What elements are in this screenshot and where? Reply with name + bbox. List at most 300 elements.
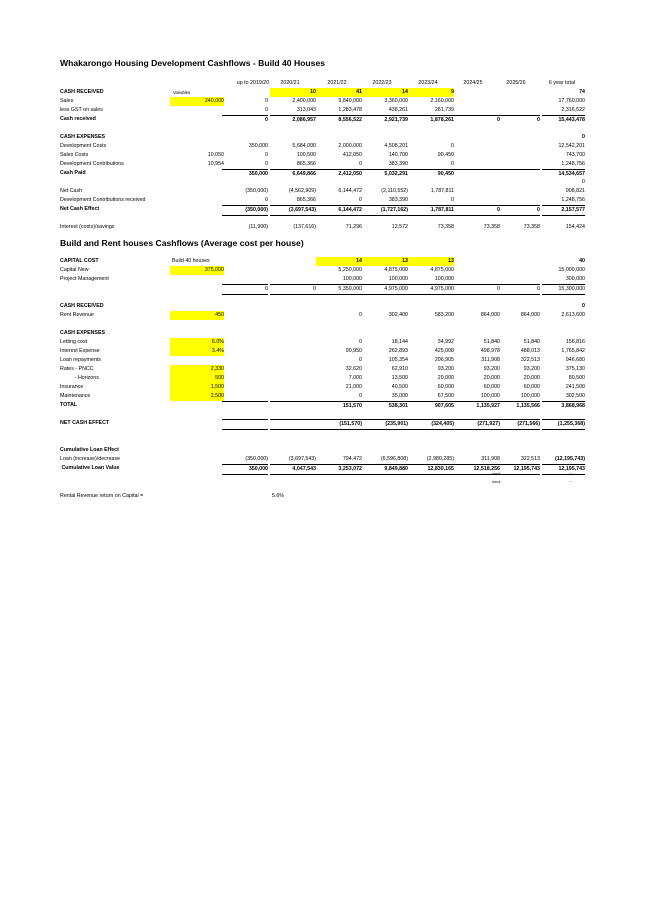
- table-row: [60, 151, 585, 160]
- value-cell: (3,697,543): [288, 456, 316, 462]
- value-cell: [500, 178, 540, 187]
- table-row: [60, 383, 585, 392]
- value-cell: 20,000: [483, 375, 500, 381]
- value-cell: [222, 124, 268, 133]
- value-cell: [362, 410, 408, 419]
- value-cell: [542, 124, 585, 133]
- value-cell: 12,195,743: [500, 464, 540, 475]
- value-cell: [222, 347, 268, 356]
- value-cell: 154,424: [565, 224, 585, 230]
- value-cell: 20,000: [437, 375, 454, 381]
- row-label: Maintenance: [60, 393, 91, 399]
- table-row: [60, 293, 585, 302]
- value-cell: 51,840: [483, 339, 500, 345]
- value-cell: [222, 320, 268, 329]
- row-label: Sales: [60, 98, 74, 104]
- value-cell: 93,200: [523, 366, 540, 372]
- value-cell: 0: [359, 312, 362, 318]
- row-label: - Horizons: [60, 375, 99, 381]
- value-cell: 0: [454, 205, 500, 216]
- value-cell: 12,518,256: [454, 464, 500, 475]
- value-cell: 0: [265, 197, 268, 203]
- value-cell: [542, 320, 585, 329]
- value-cell: [362, 124, 408, 133]
- table-row: [60, 302, 585, 311]
- value-cell: 1,248,756: [561, 161, 585, 167]
- row-label: Cumulative Loan Value: [60, 465, 120, 471]
- value-cell: [222, 178, 268, 187]
- column-header: 2020/21: [280, 80, 300, 86]
- value-cell: 322,513: [520, 456, 540, 462]
- value-cell: 4,975,000: [362, 284, 408, 295]
- value-cell: 2,160,000: [430, 98, 454, 104]
- value-cell: [222, 338, 268, 347]
- value-cell: [454, 196, 500, 205]
- table-row: [60, 338, 585, 347]
- value-cell: [362, 214, 408, 223]
- value-cell: 15,443,478: [542, 115, 585, 125]
- value-cell: [454, 410, 500, 419]
- value-cell: [270, 374, 316, 383]
- value-cell: [408, 410, 454, 419]
- table-row: [60, 374, 585, 383]
- value-cell: [316, 446, 362, 455]
- value-cell: 0: [582, 303, 585, 309]
- value-cell: 0: [359, 357, 362, 363]
- value-cell: 100,000: [388, 276, 408, 282]
- table-row: [60, 419, 585, 428]
- value-cell: 10: [270, 88, 316, 97]
- value-cell: [454, 329, 500, 338]
- value-cell: [454, 275, 500, 284]
- column-header: 2022/23: [372, 80, 392, 86]
- value-cell: [362, 293, 408, 302]
- value-cell: [362, 437, 408, 446]
- value-cell: [316, 293, 362, 302]
- row-label: Rates - PNCC: [60, 366, 94, 372]
- value-cell: 1,283,478: [338, 107, 362, 113]
- value-cell: [270, 293, 316, 302]
- value-cell: (235,901): [362, 419, 408, 430]
- value-cell: 0: [359, 339, 362, 345]
- value-cell: 40,500: [391, 384, 408, 390]
- value-cell: [542, 214, 585, 223]
- variable-cell: 1,500: [170, 383, 224, 392]
- value-cell: 2,157,577: [542, 205, 585, 216]
- value-cell: 498,978: [480, 348, 500, 354]
- value-cell: 0: [451, 161, 454, 167]
- value-cell: 67,500: [437, 393, 454, 399]
- value-cell: 9,849,880: [362, 464, 408, 475]
- row-label: less GST on sales: [60, 107, 103, 113]
- value-cell: 0: [582, 134, 585, 140]
- value-cell: 311,908: [481, 357, 500, 363]
- value-cell: 1,248,756: [561, 197, 585, 203]
- table-row: [60, 142, 585, 151]
- value-cell: 51,840: [523, 339, 540, 345]
- value-cell: [500, 160, 540, 169]
- row-label: Sales Costs: [60, 152, 89, 158]
- value-cell: [454, 446, 500, 455]
- value-cell: 34,992: [437, 339, 454, 345]
- value-cell: 262,893: [388, 348, 408, 354]
- value-cell: 93,200: [437, 366, 454, 372]
- value-cell: 60,000: [437, 384, 454, 390]
- value-cell: [542, 428, 585, 437]
- value-cell: 350,000: [222, 464, 268, 475]
- value-cell: [500, 446, 540, 455]
- row-label: Cumulative Loan Effect: [60, 447, 119, 453]
- column-header: up to 2019/20: [236, 80, 270, 86]
- value-cell: [500, 151, 540, 160]
- value-cell: [362, 320, 408, 329]
- value-cell: 1,787,811: [430, 188, 454, 194]
- table-row: [60, 428, 585, 437]
- row-label: CASH EXPENSES: [60, 134, 106, 140]
- value-cell: [454, 214, 500, 223]
- value-cell: 105,354: [388, 357, 408, 363]
- value-cell: 0: [500, 115, 540, 125]
- value-cell: [542, 446, 585, 455]
- value-cell: [500, 106, 540, 115]
- value-cell: 0: [500, 284, 540, 295]
- value-cell: [270, 365, 316, 374]
- value-cell: 583,200: [434, 312, 454, 318]
- value-cell: [270, 428, 316, 437]
- section1-title: Whakarongo Housing Development Cashflows - Build 40 Houses: [60, 58, 326, 68]
- value-cell: 1,787,811: [408, 205, 454, 216]
- value-cell: [222, 410, 268, 419]
- value-cell: [222, 214, 268, 223]
- row-label: Loan (increase)/decrease: [60, 456, 121, 462]
- table-row: [60, 187, 585, 196]
- value-cell: [408, 302, 454, 311]
- value-cell: 14: [362, 88, 408, 97]
- row-label: Net Cash: [60, 188, 83, 194]
- value-cell: 0: [359, 161, 362, 167]
- value-cell: (3,697,543): [270, 205, 316, 216]
- value-cell: [500, 329, 540, 338]
- table-row: [60, 160, 585, 169]
- value-cell: [270, 266, 316, 275]
- row-label: Letting cost: [60, 339, 88, 345]
- value-cell: 73,358: [437, 224, 454, 230]
- value-cell: 1,135,927: [454, 401, 500, 411]
- value-cell: [222, 257, 268, 266]
- value-cell: 6,144,472: [338, 188, 362, 194]
- value-cell: [408, 124, 454, 133]
- table-row: [60, 347, 585, 356]
- value-cell: 241,500: [565, 384, 585, 390]
- value-cell: 60,000: [483, 384, 500, 390]
- variable-cell: 10,050: [207, 152, 224, 158]
- value-cell: 2,000,000: [338, 143, 362, 149]
- rental-return-row: [60, 492, 284, 501]
- value-cell: (12,195,743): [554, 456, 585, 462]
- value-cell: [454, 106, 500, 115]
- value-cell: 6,144,472: [316, 205, 362, 216]
- value-cell: [270, 347, 316, 356]
- value-cell: 946,680: [565, 357, 585, 363]
- rental-return-value: 5.6%: [271, 493, 284, 499]
- table-row: [60, 266, 585, 275]
- value-cell: [408, 428, 454, 437]
- value-cell: 322,513: [520, 357, 540, 363]
- value-cell: [542, 293, 585, 302]
- value-cell: [454, 88, 500, 97]
- value-cell: 908,821: [565, 188, 585, 194]
- check-label: check: [492, 480, 501, 484]
- value-cell: [222, 383, 268, 392]
- section1-table: [60, 79, 585, 232]
- value-cell: [270, 410, 316, 419]
- value-cell: 100,500: [296, 152, 316, 158]
- value-cell: [454, 124, 500, 133]
- value-cell: [454, 437, 500, 446]
- value-cell: 100,000: [342, 276, 362, 282]
- value-cell: [542, 410, 585, 419]
- value-cell: 488,013: [520, 348, 540, 354]
- value-cell: [408, 320, 454, 329]
- value-cell: 71,296: [345, 224, 362, 230]
- value-cell: (151,570): [316, 419, 362, 430]
- check-mark: -: [570, 471, 572, 477]
- value-cell: (11,900): [248, 224, 268, 230]
- value-cell: [316, 133, 362, 142]
- value-cell: [222, 374, 268, 383]
- table-row: [60, 196, 585, 205]
- value-cell: 73,358: [483, 224, 500, 230]
- value-cell: 302,500: [565, 393, 585, 399]
- value-cell: [222, 133, 268, 142]
- value-cell: 13: [408, 257, 454, 266]
- value-cell: 0: [265, 107, 268, 113]
- value-cell: (350,000): [222, 205, 268, 216]
- value-cell: [270, 257, 316, 266]
- value-cell: 20,000: [523, 375, 540, 381]
- value-cell: 156,816: [565, 339, 585, 345]
- value-cell: (4,562,909): [288, 188, 316, 194]
- table-row: [60, 437, 585, 446]
- value-cell: [270, 392, 316, 401]
- value-cell: 794,472: [342, 456, 362, 462]
- value-cell: [408, 293, 454, 302]
- value-cell: [454, 187, 500, 196]
- row-label: NET CASH EFFECT: [60, 420, 110, 426]
- value-cell: [454, 133, 500, 142]
- value-cell: 32,620: [345, 366, 362, 372]
- value-cell: [316, 410, 362, 419]
- table-row: [60, 392, 585, 401]
- value-cell: [316, 437, 362, 446]
- value-cell: 0: [265, 161, 268, 167]
- value-cell: 313,043: [296, 107, 316, 113]
- value-cell: [270, 133, 316, 142]
- value-cell: [222, 329, 268, 338]
- value-cell: 74: [579, 89, 585, 95]
- value-cell: (137,616): [293, 224, 316, 230]
- rental-return-label: Rental Revenue return on Capital =: [60, 493, 144, 499]
- value-cell: [500, 88, 540, 97]
- value-cell: 0: [359, 197, 362, 203]
- value-cell: [454, 160, 500, 169]
- value-cell: [500, 142, 540, 151]
- value-cell: 15,000,000: [558, 267, 585, 273]
- value-cell: [270, 356, 316, 365]
- value-cell: 0: [451, 197, 454, 203]
- value-cell: 13,500: [391, 375, 408, 381]
- value-cell: [500, 133, 540, 142]
- value-cell: [454, 302, 500, 311]
- value-cell: 151,570: [316, 401, 362, 411]
- value-cell: 412,050: [342, 152, 362, 158]
- value-cell: 375,130: [565, 366, 585, 372]
- value-cell: 13: [362, 257, 408, 266]
- value-cell: [500, 428, 540, 437]
- value-cell: 2,400,000: [292, 98, 316, 104]
- variable-cell: 450: [170, 311, 224, 320]
- variables-label: Variables: [173, 90, 191, 95]
- value-cell: 4,047,543: [270, 464, 316, 475]
- value-cell: [362, 178, 408, 187]
- value-cell: [454, 142, 500, 151]
- value-cell: [408, 329, 454, 338]
- value-cell: [408, 446, 454, 455]
- value-cell: [316, 214, 362, 223]
- value-cell: [500, 302, 540, 311]
- value-cell: (1,255,368): [542, 419, 585, 430]
- value-cell: [500, 214, 540, 223]
- value-cell: [222, 275, 268, 284]
- value-cell: 281,739: [434, 107, 454, 113]
- table-row: [60, 178, 585, 187]
- row-label: Net Cash Effect: [60, 206, 100, 212]
- variable-cell: 3.4%: [170, 347, 224, 356]
- value-cell: 4,508,201: [384, 143, 408, 149]
- value-cell: 15,300,000: [542, 284, 585, 295]
- row-label: Development Contributions received: [60, 197, 146, 203]
- value-cell: 865,366: [296, 161, 316, 167]
- value-cell: 100,000: [520, 393, 540, 399]
- value-cell: [270, 437, 316, 446]
- value-cell: (350,000): [245, 188, 268, 194]
- value-cell: [500, 293, 540, 302]
- value-cell: [454, 428, 500, 437]
- value-cell: 1,878,261: [408, 115, 454, 125]
- value-cell: [222, 392, 268, 401]
- value-cell: [316, 178, 362, 187]
- table-row: [60, 223, 585, 232]
- value-cell: 17,760,000: [558, 98, 585, 104]
- value-cell: [362, 133, 408, 142]
- table-row: [60, 133, 585, 142]
- table-row: [60, 401, 585, 410]
- table-row: [60, 464, 585, 473]
- value-cell: [500, 187, 540, 196]
- value-cell: 865,366: [296, 197, 316, 203]
- value-cell: 743,700: [565, 152, 585, 158]
- variable-cell: 240,000: [170, 97, 224, 106]
- value-cell: 864,000: [480, 312, 500, 318]
- table-row: [60, 257, 585, 266]
- value-cell: [270, 214, 316, 223]
- value-cell: [500, 124, 540, 133]
- value-cell: 90,450: [437, 152, 454, 158]
- value-cell: [222, 437, 268, 446]
- value-cell: 12,195,743: [542, 464, 585, 475]
- value-cell: 383,390: [388, 161, 408, 167]
- value-cell: 4,975,000: [408, 284, 454, 295]
- value-cell: 5,684,000: [292, 143, 316, 149]
- table-row: [60, 88, 585, 97]
- value-cell: 0: [222, 284, 268, 295]
- row-label: Loan repayments: [60, 357, 101, 363]
- value-cell: 8,556,522: [316, 115, 362, 125]
- variable-cell: 6.0%: [170, 338, 224, 347]
- value-cell: 14,534,657: [542, 169, 585, 179]
- value-cell: [542, 329, 585, 338]
- value-cell: 907,605: [408, 401, 454, 411]
- value-cell: [454, 151, 500, 160]
- value-cell: [222, 293, 268, 302]
- value-cell: [270, 446, 316, 455]
- value-cell: 6,649,866: [270, 169, 316, 179]
- value-cell: [270, 338, 316, 347]
- value-cell: 5,350,000: [316, 284, 362, 295]
- value-cell: [222, 356, 268, 365]
- section2-table: [60, 257, 585, 473]
- value-cell: 12,572: [391, 224, 408, 230]
- value-cell: 311,908: [481, 456, 500, 462]
- value-cell: 0: [265, 98, 268, 104]
- value-cell: 3,360,000: [384, 98, 408, 104]
- value-cell: [500, 320, 540, 329]
- table-row: [60, 329, 585, 338]
- value-cell: (1,727,162): [362, 205, 408, 216]
- row-label: Development Contributions: [60, 161, 124, 167]
- table-row: [60, 311, 585, 320]
- value-cell: 90,950: [345, 348, 362, 354]
- value-cell: 93,200: [483, 366, 500, 372]
- value-cell: [500, 266, 540, 275]
- value-cell: [316, 320, 362, 329]
- value-cell: 0: [451, 143, 454, 149]
- value-cell: 18,144: [391, 339, 408, 345]
- value-cell: 1,765,842: [561, 348, 585, 354]
- value-cell: (2,110,552): [381, 188, 408, 194]
- value-cell: 62,910: [391, 366, 408, 372]
- value-cell: 100,000: [480, 393, 500, 399]
- value-cell: 12,542,201: [558, 143, 585, 149]
- value-cell: 2,412,050: [316, 169, 362, 179]
- value-cell: 438,261: [388, 107, 408, 113]
- value-cell: [362, 329, 408, 338]
- value-cell: [454, 178, 500, 187]
- header-row: [60, 79, 585, 88]
- value-cell: [408, 437, 454, 446]
- value-cell: 12,830,165: [408, 464, 454, 475]
- value-cell: [454, 266, 500, 275]
- value-cell: [500, 196, 540, 205]
- table-row: [60, 446, 585, 455]
- value-cell: 100,000: [434, 276, 454, 282]
- value-cell: 90,450: [408, 169, 454, 179]
- value-cell: [222, 88, 268, 97]
- row-label: Capital New: [60, 267, 89, 273]
- value-cell: 3,253,072: [316, 464, 362, 475]
- value-cell: [500, 257, 540, 266]
- table-row: [60, 284, 585, 293]
